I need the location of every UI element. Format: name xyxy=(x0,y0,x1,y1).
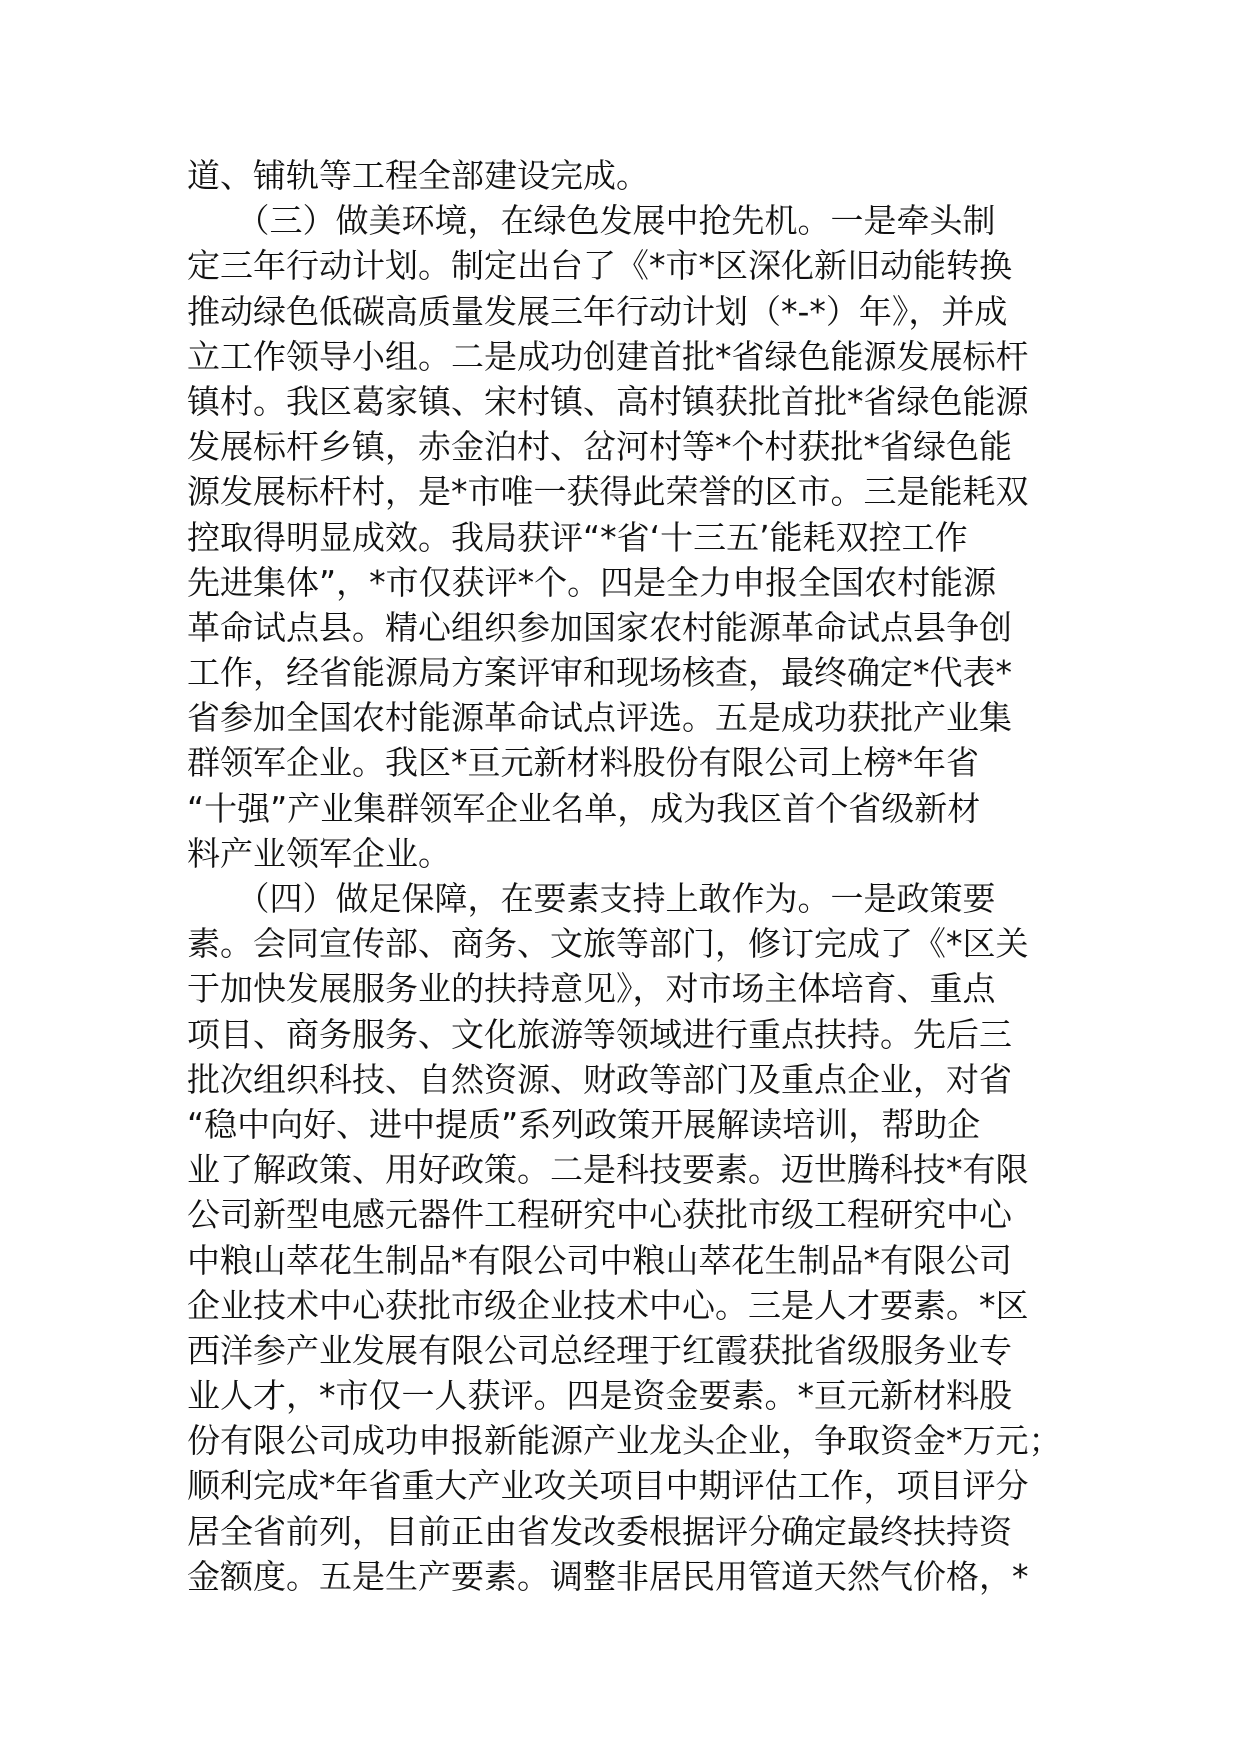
text-line: 料产业领军企业。 xyxy=(187,833,451,873)
text-line: 群领军企业。我区*亘元新材料股份有限公司上榜*年省 xyxy=(187,743,979,783)
text-line: 推动绿色低碳高质量发展三年行动计划（*-*）年》，并成 xyxy=(187,291,1008,331)
text-line: 顺利完成*年省重大产业攻关项目中期评估工作，项目评分 xyxy=(187,1466,1029,1506)
text-line: 公司新型电感元器件工程研究中心获批市级工程研究中心 xyxy=(187,1195,1012,1235)
text-line: 道、铺轨等工程全部建设完成。 xyxy=(187,156,649,195)
text-line: 革命试点县。精心组织参加国家农村能源革命试点县争创 xyxy=(187,607,1012,647)
body-text xyxy=(187,153,1067,1599)
text-line: 项目、商务服务、文化旅游等领域进行重点扶持。先后三 xyxy=(187,1014,1012,1054)
text-line: （三）做美环境，在绿色发展中抢先机。一是牵头制 xyxy=(187,201,996,241)
text-line: “十强”产业集群领军企业名单，成为我区首个省级新材 xyxy=(187,788,981,828)
text-line: 立工作领导小组。二是成功创建首批*省绿色能源发展标杆 xyxy=(187,336,1029,376)
text-line: 素。会同宣传部、商务、文旅等部门，修订完成了《*区关 xyxy=(187,924,1029,964)
text-line: （四）做足保障，在要素支持上敢作为。一是政策要 xyxy=(187,879,996,918)
text-line: 工作，经省能源局方案评审和现场核查，最终确定*代表* xyxy=(187,653,1012,693)
text-line: 份有限公司成功申报新能源产业龙头企业，争取资金*万元； xyxy=(187,1421,1062,1461)
text-line: 于加快发展服务业的扶持意见》，对市场主体培育、重点 xyxy=(187,969,996,1009)
text-line: 省参加全国农村能源革命试点评选。五是成功获批产业集 xyxy=(187,698,1012,738)
text-line: 源发展标杆村，是*市唯一获得此荣誉的区市。三是能耗双 xyxy=(187,472,1029,512)
text-line: 金额度。五是生产要素。调整非居民用管道天然气价格，* xyxy=(187,1556,1029,1596)
text-line: 西洋参产业发展有限公司总经理于红霞获批省级服务业专 xyxy=(187,1330,1012,1370)
text-line: 业了解政策、用好政策。二是科技要素。迈世腾科技*有限 xyxy=(187,1150,1029,1190)
text-line: 业人才，*市仅一人获评。四是资金要素。*亘元新材料股 xyxy=(187,1376,1012,1416)
text-line: 居全省前列，目前正由省发改委根据评分确定最终扶持资 xyxy=(187,1511,1012,1551)
text-line: 发展标杆乡镇，赤金泊村、岔河村等*个村获批*省绿色能 xyxy=(187,427,1012,467)
text-line: 定三年行动计划。制定出台了《*市*区深化新旧动能转换 xyxy=(187,246,1012,286)
text-line: 中粮山萃花生制品*有限公司中粮山萃花生制品*有限公司 xyxy=(187,1240,1012,1280)
text-line: 批次组织科技、自然资源、财政等部门及重点企业，对省 xyxy=(187,1059,1012,1099)
text-line: 先进集体”，*市仅获评*个。四是全力申报全国农村能源 xyxy=(187,562,997,602)
text-line: 镇村。我区葛家镇、宋村镇、高村镇获批首批*省绿色能源 xyxy=(187,381,1029,421)
text-line: “稳中向好、进中提质”系列政策开展解读培训，帮助企 xyxy=(187,1104,981,1144)
text-line: 控取得明显成效。我局获评“*省‘十三五’能耗双控工作 xyxy=(187,517,968,557)
text-line: 企业技术中心获批市级企业技术中心。三是人才要素。*区 xyxy=(187,1285,1029,1325)
